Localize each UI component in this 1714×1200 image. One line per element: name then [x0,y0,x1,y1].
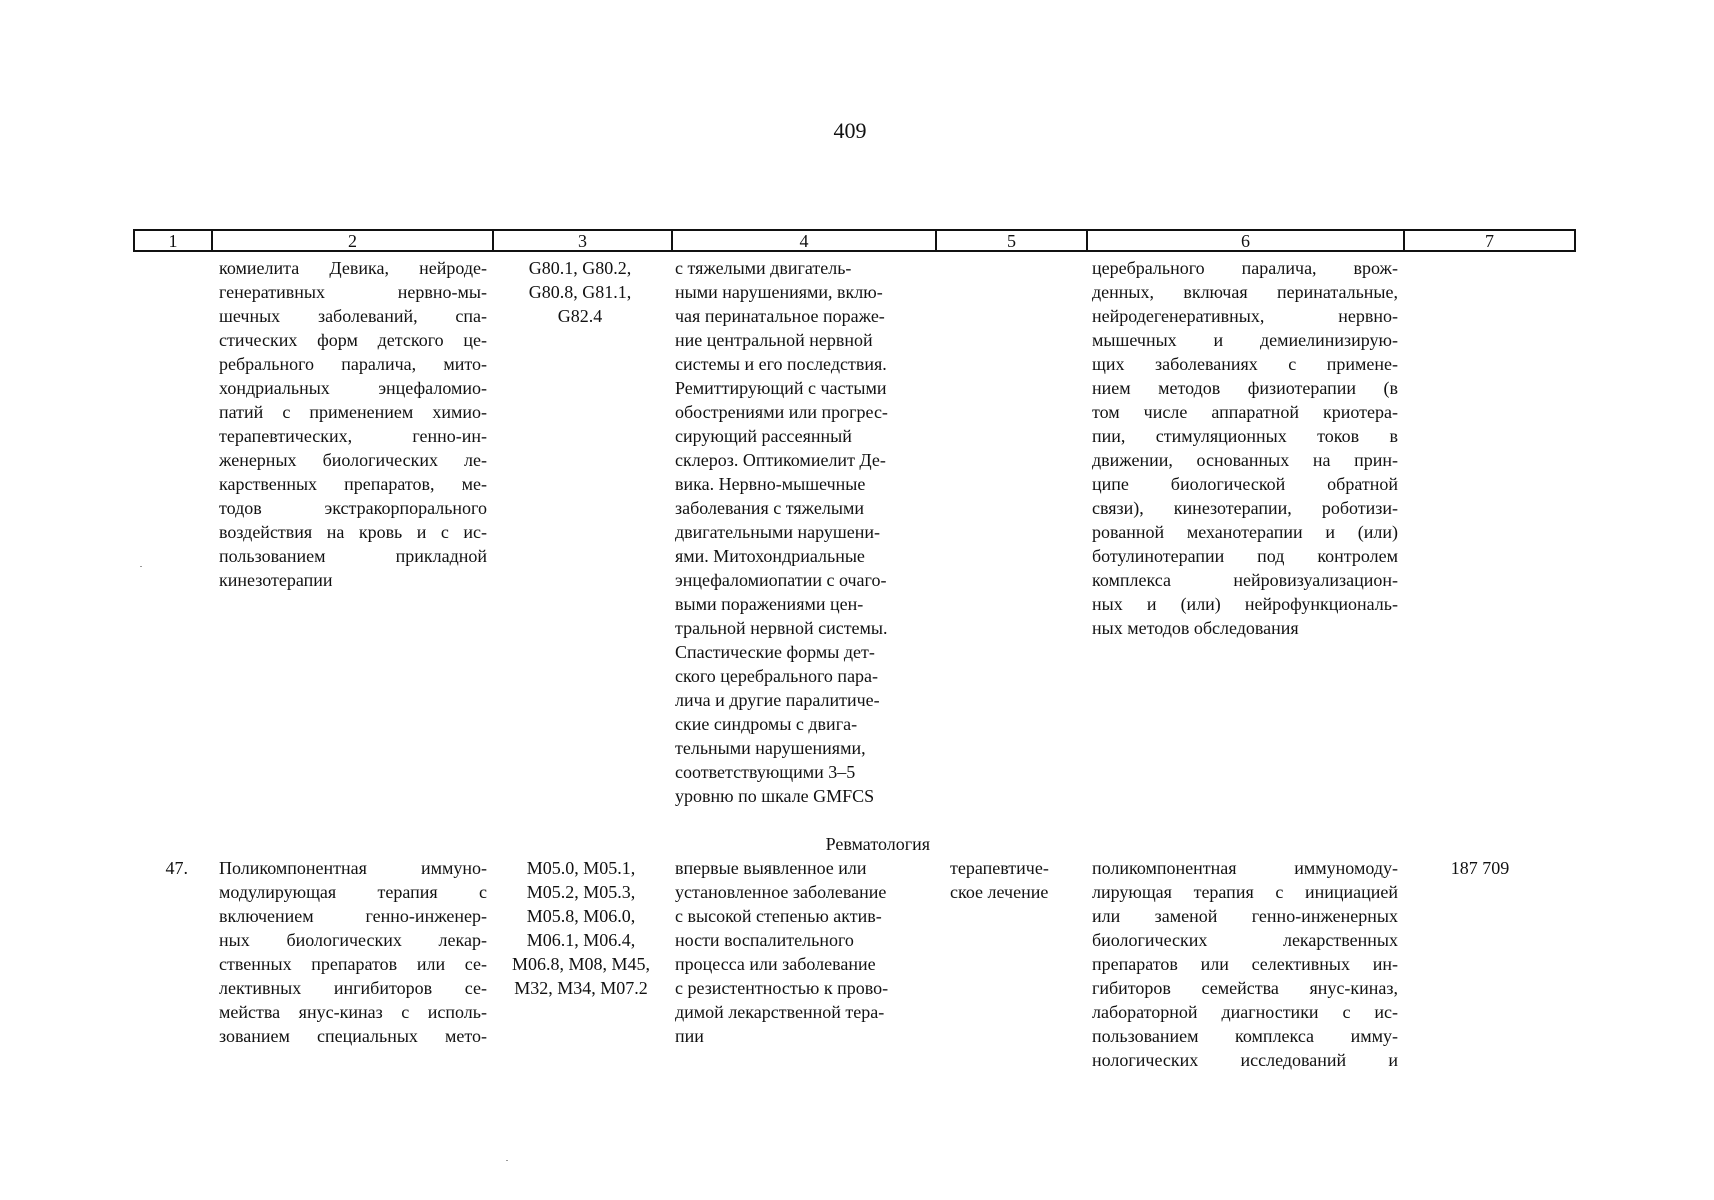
text-line: с тяжелыми двигатель- [675,258,852,278]
text-line: ными нарушениями, вклю- [675,282,883,302]
text-line: патий с применением химио- [219,402,487,422]
code-line: M05.2, M05.3, [526,882,636,902]
text-line: поликомпонентная иммуномоду- [1092,858,1398,878]
text-line: ственных препаратов или се- [219,954,487,974]
code-line: G82.4 [557,306,603,326]
header-col-5: 5 [937,231,1088,250]
text-line: препаратов или селективных ин- [1092,954,1398,974]
text-line: энцефаломиопатии с очаго- [675,570,887,590]
text-line: зованием специальных мето- [219,1026,487,1046]
text-line: заболевания с тяжелыми [675,498,864,518]
text-line: щих заболеваниях с примене- [1092,354,1398,374]
text-line: выми поражениями цен- [675,594,864,614]
text-line: шечных заболеваний, спа- [219,306,487,326]
text-line: терапевтиче- [950,858,1049,878]
scan-speck [506,1160,508,1161]
text-line: нием методов физиотерапии (в [1092,378,1398,398]
text-line: мышечных и демиелинизирую- [1092,330,1398,350]
header-col-1: 1 [135,231,213,250]
text-line: комплекса нейровизуализацион- [1092,570,1398,590]
code-line: M05.0, M05.1, [526,858,636,878]
text-line: биологических лекарственных [1092,930,1398,950]
row47-col5-text [950,856,1090,904]
continued-col6-text [1092,256,1398,640]
text-line: генеративных нервно-мы- [219,282,487,302]
page-number: 409 [833,118,867,143]
text-line: установленное заболевание [675,882,887,902]
text-line: двигательными нарушени- [675,522,880,542]
text-line: терапевтических, генно-ин- [219,426,487,446]
text-line: гибиторов семейства янус-киназ, [1092,978,1398,998]
continued-col3-codes [500,256,660,328]
text-line: женерных биологических ле- [219,450,487,470]
scan-speck [140,566,142,567]
row-number: 47. [165,858,188,878]
text-line: склероз. Оптикомиелит Де- [675,450,886,470]
text-line: лабораторной диагностики с ис- [1092,1002,1398,1022]
text-line: системы и его последствия. [675,354,887,374]
text-line: процесса или заболевание [675,954,876,974]
text-line: пользованием прикладной [219,546,487,566]
code-line: M06.1, M06.4, [526,930,636,950]
text-line: включением генно-инженер- [219,906,487,926]
text-line: пии [675,1026,704,1046]
row47-price: 187 709 [1450,858,1510,878]
text-line: вика. Нервно-мышечные [675,474,866,494]
text-line: с высокой степенью актив- [675,906,882,926]
text-line: движении, основанных на прин- [1092,450,1398,470]
header-col-3: 3 [494,231,673,250]
text-line: ботулинотерапии под контролем [1092,546,1398,566]
text-line: кинезотерапии [219,570,333,590]
text-line: Спастические формы дет- [675,642,875,662]
header-col-4: 4 [673,231,937,250]
row47-col4-text [675,856,935,1048]
text-line: ского церебрального пара- [675,666,879,686]
text-line: с резистентностью к прово- [675,978,889,998]
text-line: ями. Митохондриальные [675,546,865,566]
text-line: лирующая терапия с инициацией [1092,882,1398,902]
text-line: воздействия на кровь и с ис- [219,522,487,542]
text-line: пии, стимуляционных токов в [1092,426,1398,446]
row47-col6-text [1092,856,1398,1072]
text-line: том числе аппаратной криотера- [1092,402,1398,422]
text-line: ские синдромы с двига- [675,714,858,734]
text-line: нологических исследований и [1092,1050,1398,1070]
text-line: ных методов обследования [1092,618,1299,638]
text-line: ных биологических лекар- [219,930,487,950]
text-line: ципе биологической обратной [1092,474,1398,494]
header-col-7: 7 [1485,231,1494,251]
text-line: соответствующими 3–5 [675,762,856,782]
text-line: тральной нервной системы. [675,618,888,638]
code-line: M06.8, M08, M45, [511,954,650,974]
text-line: или заменой генно-инженерных [1092,906,1398,926]
text-line: впервые выявленное или [675,858,867,878]
code-line: M05.8, M06.0, [526,906,636,926]
text-line: димой лекарственной тера- [675,1002,885,1022]
text-line: карственных препаратов, ме- [219,474,487,494]
text-line: тодов экстракорпорального [219,498,487,518]
text-line: нейродегенеративных, нервно- [1092,306,1398,326]
continued-col4-text [675,256,935,808]
table-header-row [133,229,1576,252]
section-title-rheumatology: Ревматология [825,834,930,854]
text-line: денных, включая перинатальные, [1092,282,1398,302]
text-line: лича и другие паралитиче- [675,690,880,710]
text-line: ности воспалительного [675,930,854,950]
text-line: сирующий рассеянный [675,426,852,446]
text-line: Поликомпонентная иммуно- [219,858,487,878]
text-line: Ремиттирующий с частыми [675,378,887,398]
text-line: хондриальных энцефаломио- [219,378,487,398]
text-line: ское лечение [950,882,1049,902]
code-line: G80.8, G81.1, [528,282,632,302]
header-col-6: 6 [1088,231,1405,250]
text-line: мейства янус-киназ с исполь- [219,1002,487,1022]
row47-col2-text [219,856,487,1048]
continued-col2-text [219,256,487,592]
text-line: ние центральной нервной [675,330,873,350]
text-line: стических форм детского це- [219,330,487,350]
row47-col3-codes [496,856,666,1000]
code-line: G80.1, G80.2, [528,258,632,278]
header-col-2: 2 [213,231,494,250]
text-line: церебрального паралича, врож- [1092,258,1398,278]
text-line: связи), кинезотерапии, роботизи- [1092,498,1398,518]
text-line: рованной механотерапии и (или) [1092,522,1398,542]
code-line: M32, M34, M07.2 [514,978,648,998]
text-line: комиелита Девика, нейроде- [219,258,487,278]
text-line: уровню по шкале GMFCS [675,786,875,806]
text-line: ных и (или) нейрофункциональ- [1092,594,1398,614]
text-line: пользованием комплекса имму- [1092,1026,1398,1046]
text-line: лективных ингибиторов се- [219,978,487,998]
text-line: ребрального паралича, мито- [219,354,487,374]
text-line: тельными нарушениями, [675,738,866,758]
text-line: модулирующая терапия с [219,882,487,902]
text-line: обострениями или прогрес- [675,402,888,422]
text-line: чая перинатальное пораже- [675,306,885,326]
